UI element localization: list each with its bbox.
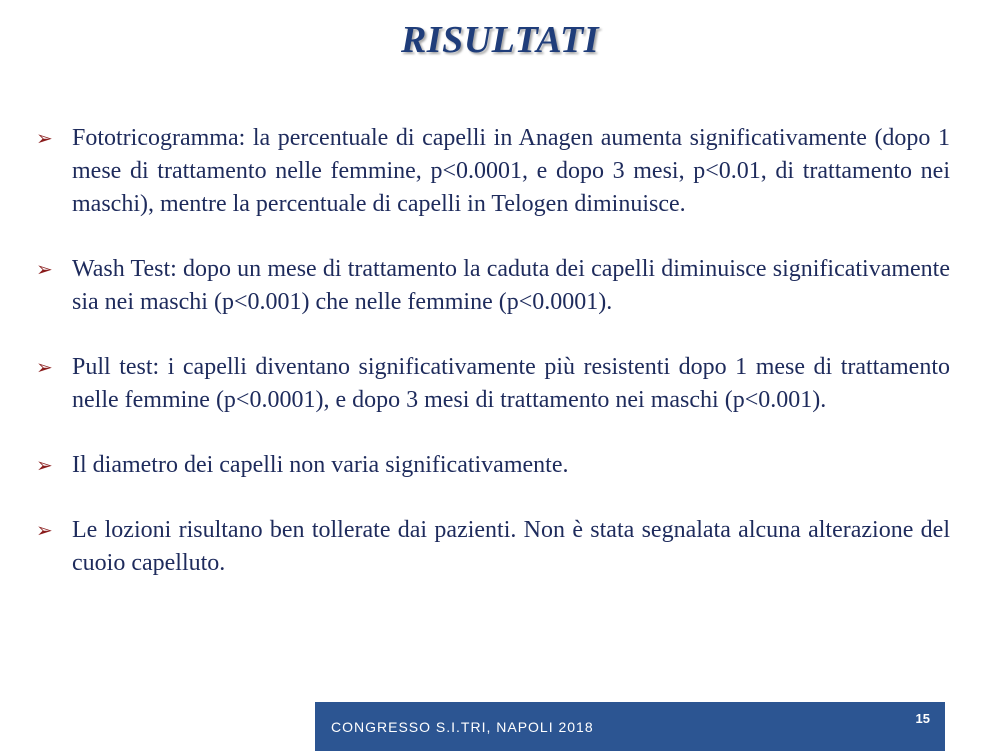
footer-conference-label: CONGRESSO S.I.TRI, NAPOLI 2018 bbox=[331, 719, 594, 735]
bullet-text: Wash Test: dopo un mese di trattamento la caduta dei capelli diminuisce significativamente sia nei maschi (p<0.001) che nelle femmine (p<0.0001). bbox=[72, 256, 950, 315]
footer-bar bbox=[315, 702, 945, 751]
arrow-bullet-icon: ➢ bbox=[36, 126, 53, 150]
bullet-text: Pull test: i capelli diventano significativamente più resistenti dopo 1 mese di trattamento nelle femmine (p<0.0001), e dopo 3 mesi di trattamento nei maschi (p<0.001). bbox=[72, 354, 950, 413]
slide-title: RISULTATI bbox=[400, 19, 600, 61]
bullet-text: Fototricogramma: la percentuale di capelli in Anagen aumenta significativamente (dopo 1 mese di trattamento nelle femmine, p<0.0001, e dopo 3 mesi, p<0.01, di trattamento nei maschi), mentre la percentuale di capelli in Telogen diminuisce. bbox=[72, 125, 950, 217]
results-list bbox=[36, 122, 950, 612]
bullet-text: Il diametro dei capelli non varia significativamente. bbox=[72, 452, 569, 478]
arrow-bullet-icon: ➢ bbox=[36, 257, 53, 281]
bullet-item-diametro bbox=[36, 449, 950, 482]
arrow-bullet-icon: ➢ bbox=[36, 518, 53, 542]
bullet-item-pull-test bbox=[36, 351, 950, 417]
bullet-text: Le lozioni risultano ben tollerate dai pazienti. Non è stata segnalata alcuna alterazione del cuoio capelluto. bbox=[72, 517, 950, 576]
page-number: 15 bbox=[915, 711, 930, 726]
arrow-bullet-icon: ➢ bbox=[36, 355, 53, 379]
bullet-item-fototricogramma bbox=[36, 122, 950, 221]
arrow-bullet-icon: ➢ bbox=[36, 453, 53, 477]
bullet-item-wash-test bbox=[36, 253, 950, 319]
bullet-item-lozioni bbox=[36, 514, 950, 580]
